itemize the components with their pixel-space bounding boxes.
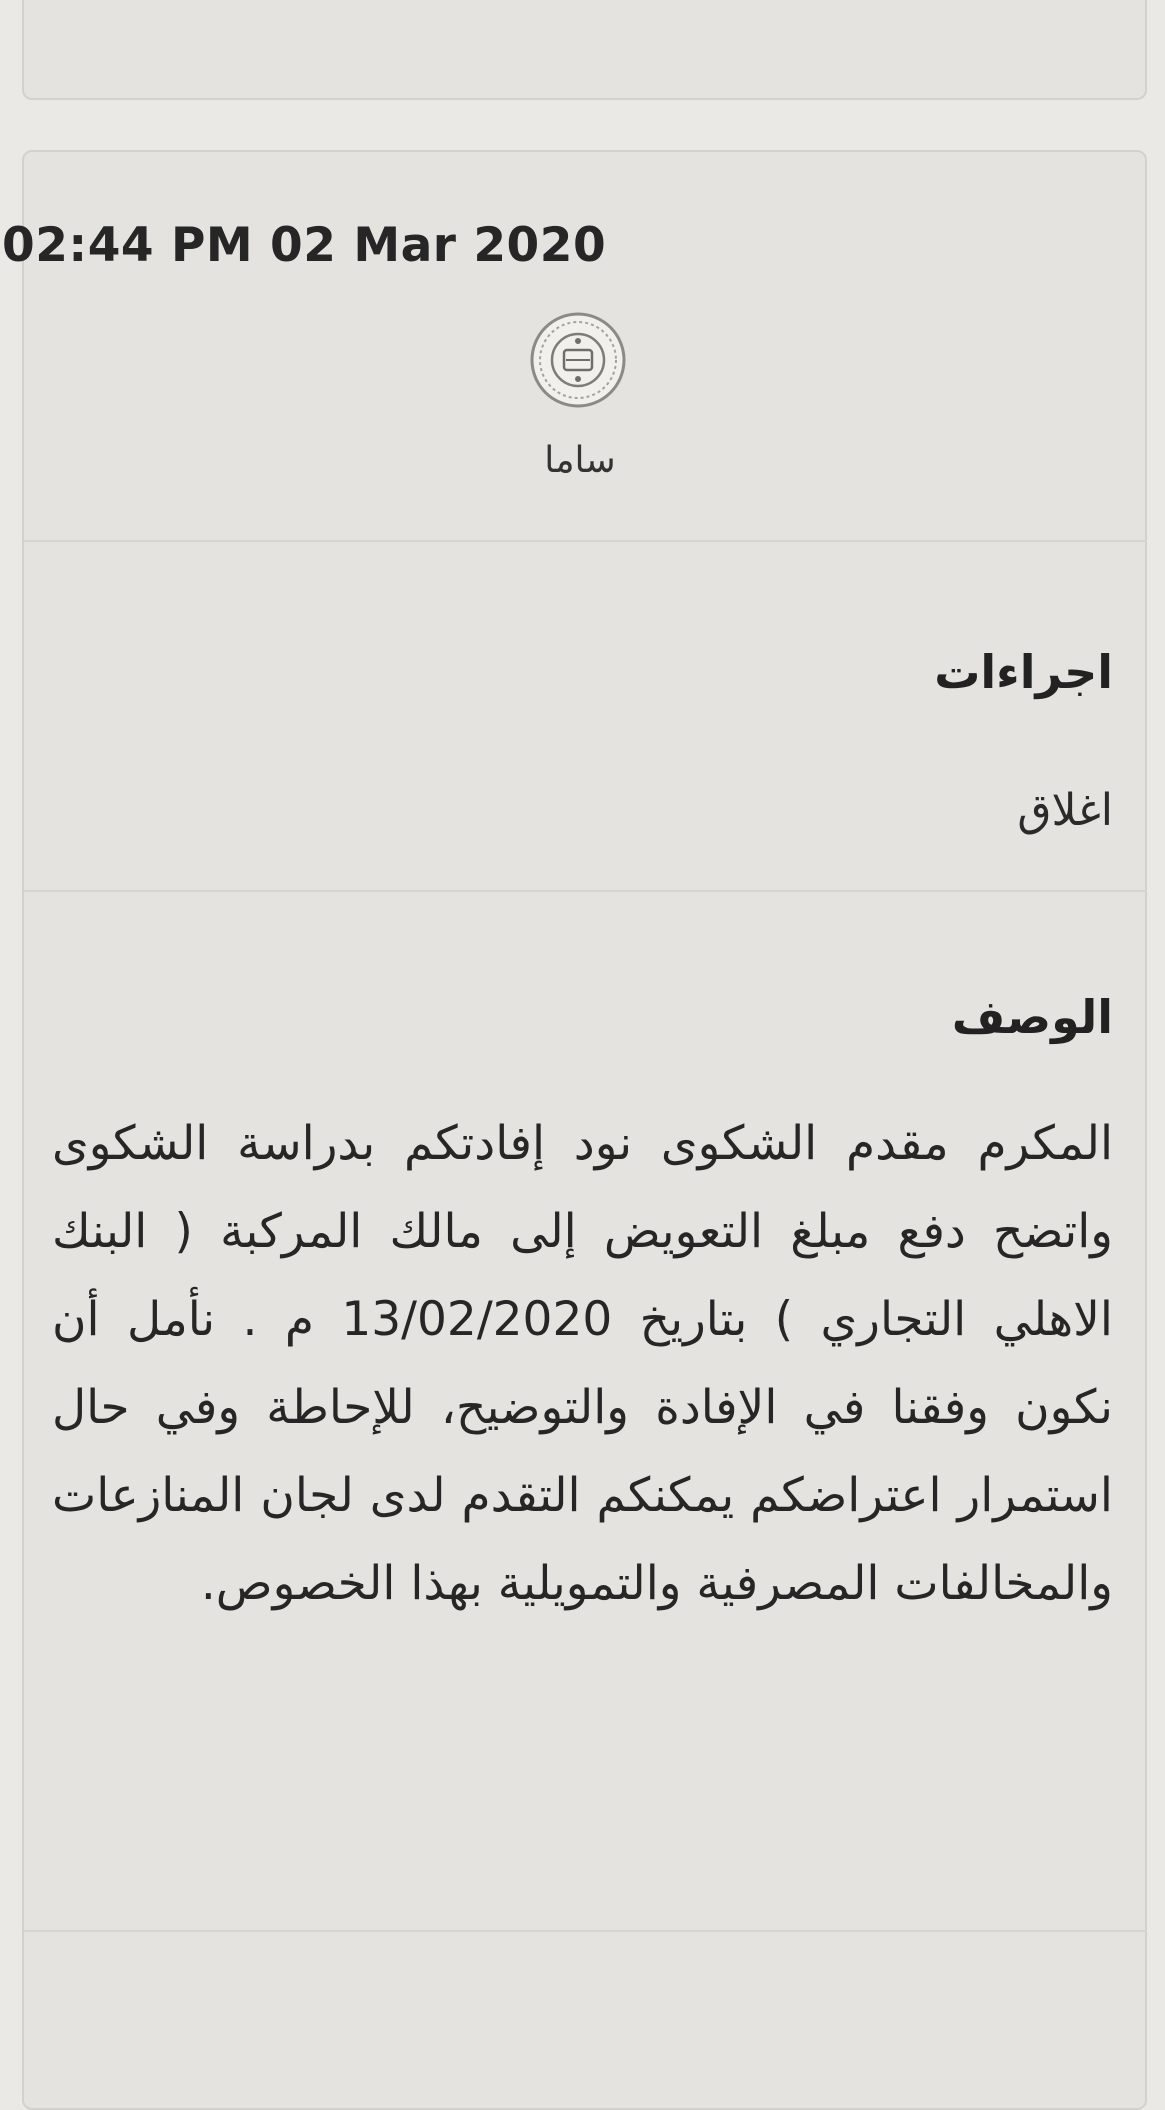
author-name: ساما: [544, 440, 616, 481]
update-timestamp: 02:44 PM 02 Mar 2020: [2, 218, 607, 273]
divider: [22, 890, 1147, 892]
divider: [22, 1930, 1147, 1932]
actions-heading: اجراءات: [934, 645, 1113, 699]
previous-entry-card: [22, 0, 1147, 100]
description-heading: الوصف: [951, 990, 1113, 1044]
divider: [22, 540, 1147, 542]
description-text: المكرم مقدم الشكوى نود إفادتكم بدراسة الشكوى واتضح دفع مبلغ التعويض إلى مالك المركبة ( البنك الاهلي التجاري ) بتاريخ 13/02/2020 م . نأمل أن نكون وفقنا في الإفادة والتوضيح، للإحاطة وفي حال استمرار اعتراضكم يمكنكم التقدم لدى لجان المنازعات والمخالفات المصرفية والتمويلية بهذا الخصوص.: [52, 1116, 1113, 1611]
sama-seal-icon: [528, 310, 628, 410]
actions-value: اغلاق: [1017, 785, 1113, 836]
